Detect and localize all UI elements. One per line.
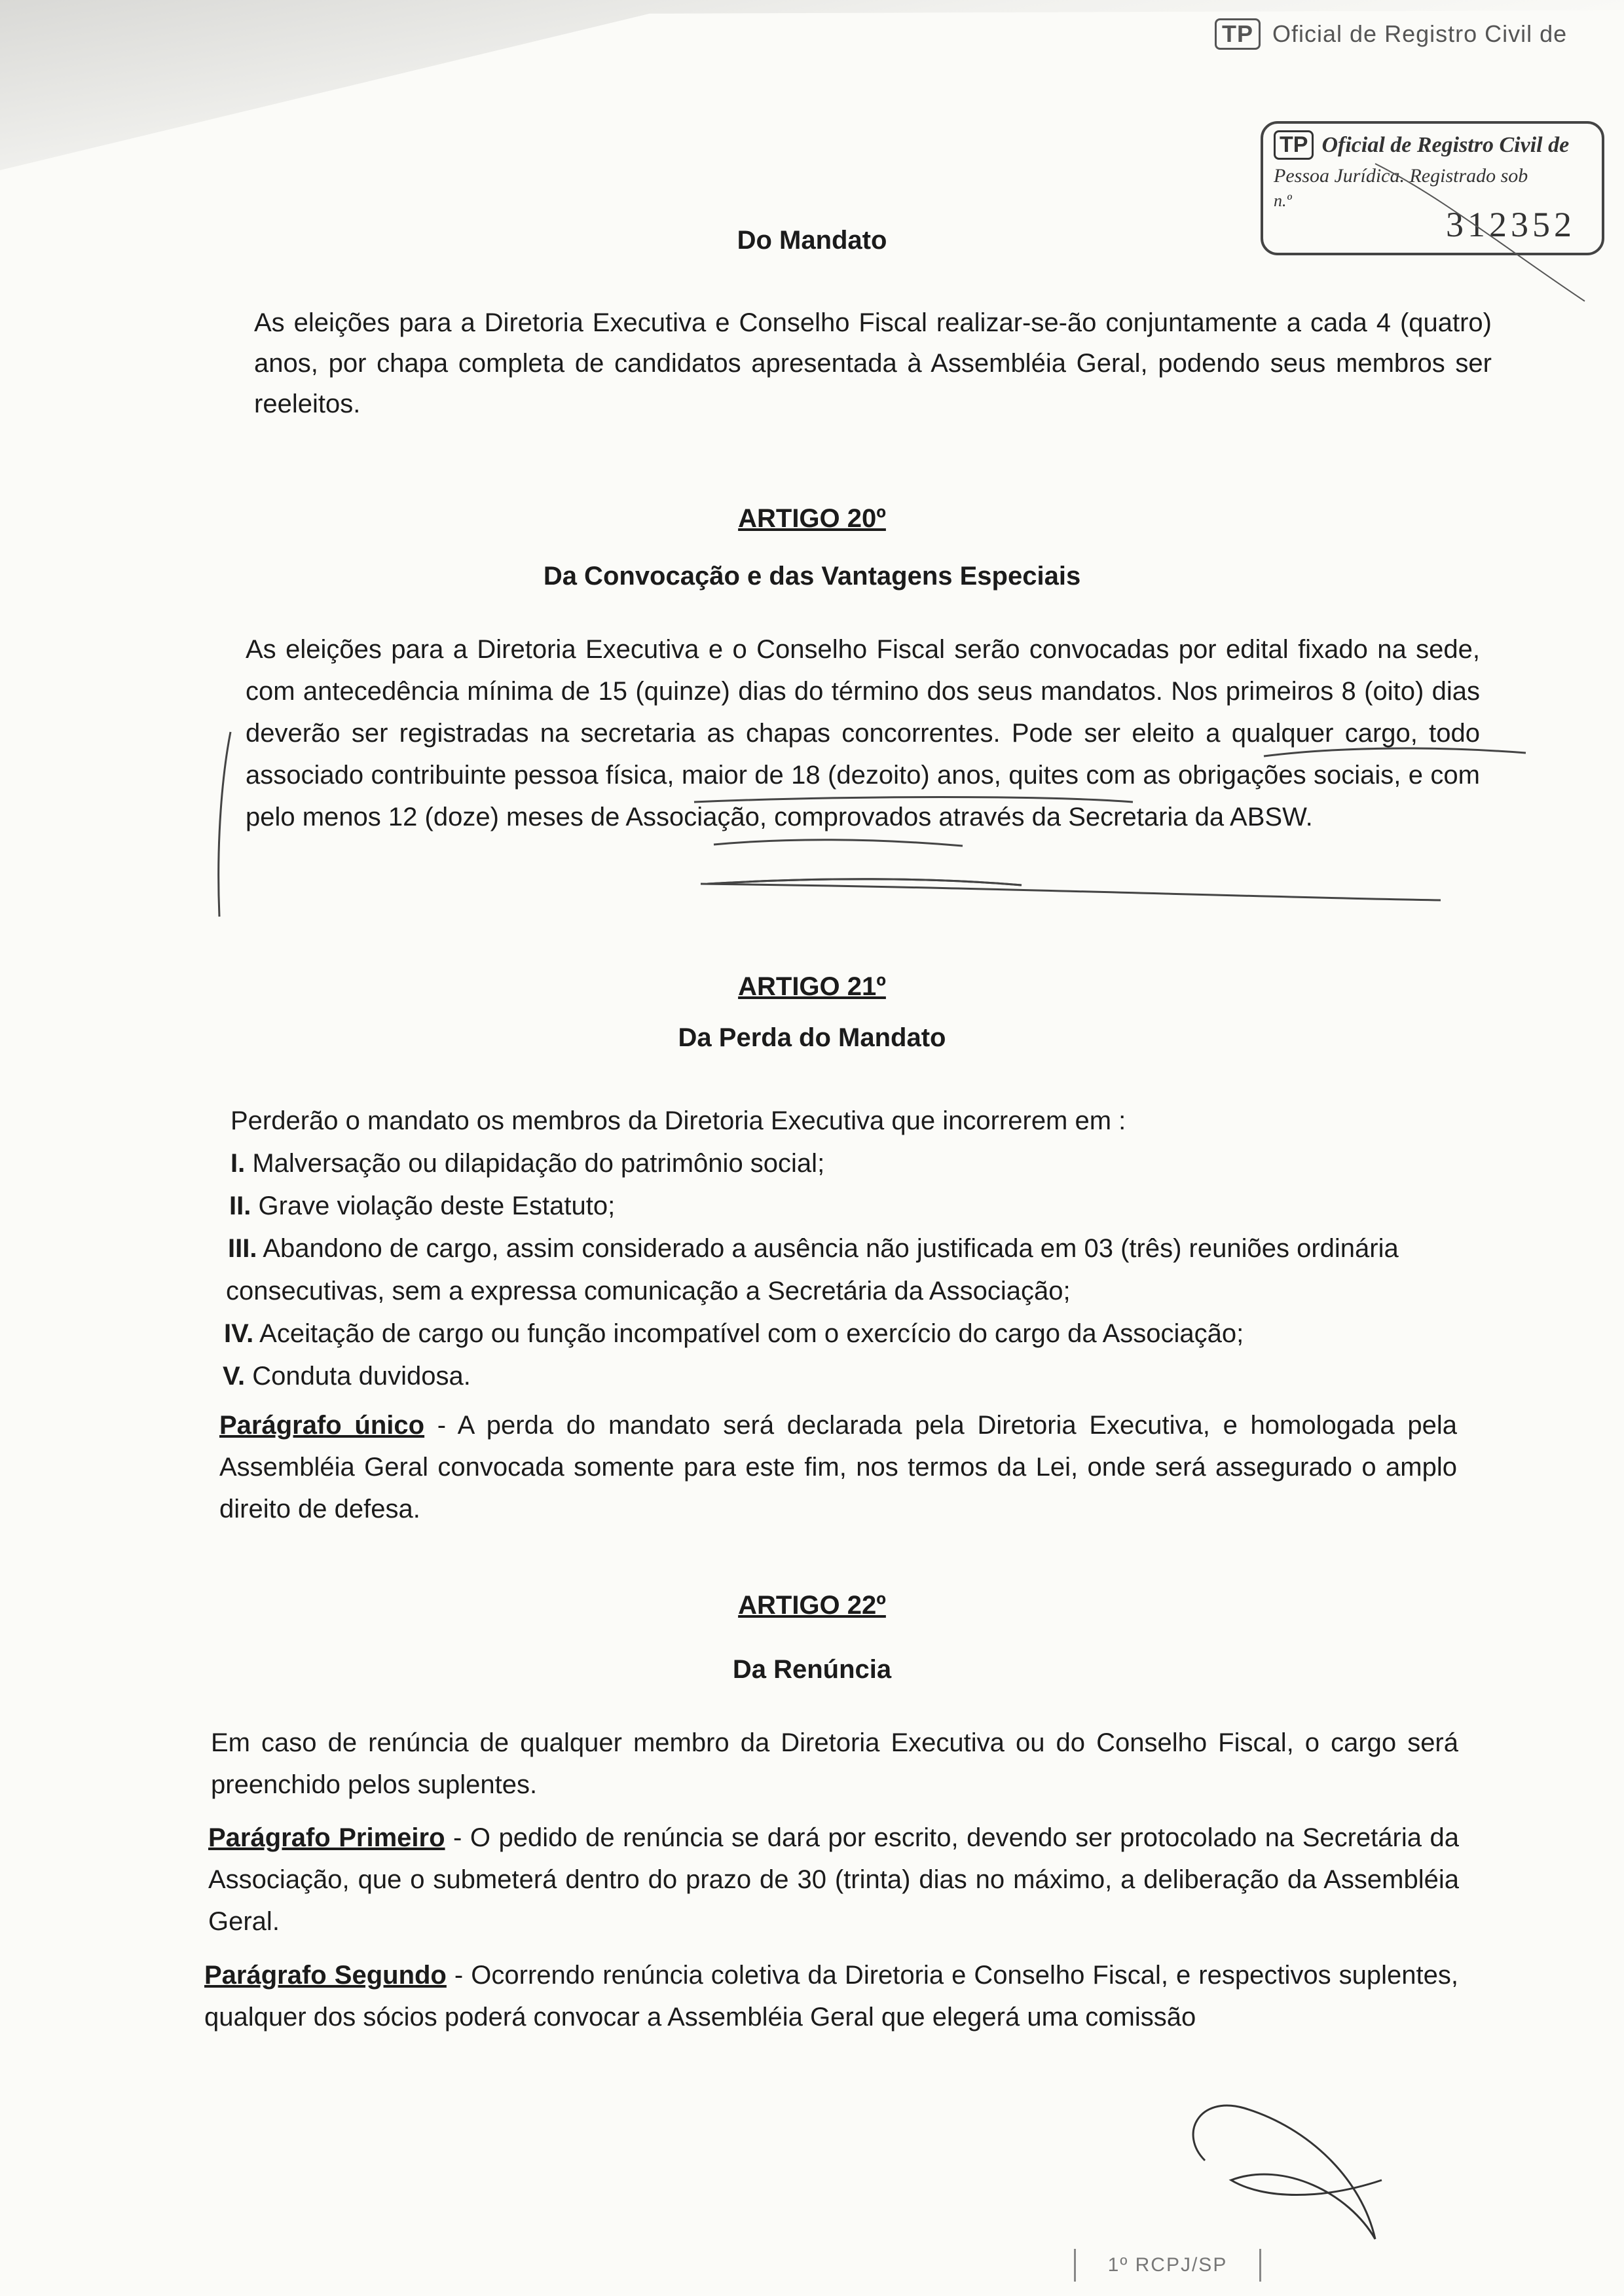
registry-header-text: Oficial de Registro Civil de — [1272, 20, 1568, 47]
paragrafo-primeiro-label: Parágrafo Primeiro — [208, 1823, 445, 1852]
artigo-22-paragrafo-segundo: Parágrafo Segundo - Ocorrendo renúncia coletiva da Diretoria e Conselho Fiscal, e respectivos suplentes, qualquer dos sócios poderá convocar a Assembléia Geral que elegerá uma comissão — [204, 1961, 1458, 2032]
artigo-21-intro: Perderão o mandato os membros da Diretoria Executiva que incorrerem em : — [231, 1106, 1126, 1135]
stamp-logo: TP — [1274, 130, 1314, 160]
footer-registry-stamp: 1º RCPJ/SP — [1074, 2249, 1261, 2282]
artigo-21-item: IV. Aceitação de cargo ou função incompatível com o exercício do cargo da Associação; — [224, 1319, 1244, 1348]
artigo-21-title: Da Perda do Mandato — [678, 1023, 946, 1052]
stamp-number: 312352 — [1446, 205, 1576, 244]
paragrafo-segundo-label: Parágrafo Segundo — [204, 1961, 447, 1990]
artigo-21-item: II. Grave violação deste Estatuto; — [229, 1192, 616, 1220]
artigo-21-paragrafo-unico: Parágrafo único - A perda do mandato será declarada pela Diretoria Executiva, e homologada pela Assembléia Geral convocada somente para este fim, nos termos da Lei, onde será assegurado o amplo direito de defesa. — [219, 1411, 1457, 1523]
paragrafo-unico-label: Parágrafo único — [219, 1411, 425, 1440]
stamp-signature-mark — [1375, 164, 1585, 301]
mandato-paragraph: As eleições para a Diretoria Executiva e Conselho Fiscal realizar-se-ão conjuntamente a cada 4 (quatro) anos, por chapa completa de candidatos apresentada à Assembléia Geral, podendo seus membros ser reeleitos. — [254, 308, 1492, 418]
underline-mark — [694, 797, 1133, 803]
stamp-line-2: Pessoa Jurídica. Registrado sob — [1274, 165, 1528, 187]
artigo-20-heading: ARTIGO 20º — [738, 504, 886, 533]
mandato-title: Do Mandato — [737, 226, 887, 255]
artigo-21-item: I. Malversação ou dilapidação do patrimônio social; — [231, 1149, 825, 1178]
artigo-21-item: consecutivas, sem a expressa comunicação a Secretária da Associação; — [226, 1277, 1071, 1305]
margin-bracket-mark — [219, 732, 231, 917]
artigo-22-heading: ARTIGO 22º — [738, 1591, 886, 1620]
artigo-21-item: V. Conduta duvidosa. — [223, 1362, 471, 1391]
artigo-22-paragrafo-primeiro: Parágrafo Primeiro - O pedido de renúncia se dará por escrito, devendo ser protocolado na Secretária da Associação, que o submeterá dentro do prazo de 30 (trinta) dias no máximo, a deliberação da Assembléia Geral. — [208, 1823, 1459, 1936]
artigo-21-item: III. Abandono de cargo, assim considerado a ausência não justificada em 03 (três) reuniões ordinária — [228, 1234, 1399, 1263]
underline-mark — [714, 840, 963, 846]
artigo-20-title: Da Convocação e das Vantagens Especiais — [543, 562, 1081, 591]
artigo-22-title: Da Renúncia — [732, 1655, 892, 1684]
underline-mark — [701, 884, 1441, 900]
signature-mark — [1193, 2105, 1382, 2239]
artigo-21-heading: ARTIGO 21º — [738, 972, 886, 1001]
artigo-22-paragraph: Em caso de renúncia de qualquer membro da Diretoria Executiva ou do Conselho Fiscal, o cargo será preenchido pelos suplentes. — [211, 1728, 1458, 1799]
artigo-20-paragraph: As eleições para a Diretoria Executiva e o Conselho Fiscal serão convocadas por edital fixado na sede, com antecedência mínima de 15 (quinze) dias do término dos seus mandatos. Nos primeiros 8 (oito) dias deverão ser registradas na secretaria as chapas concorrentes. Pode ser eleito a qualquer cargo, todo associado contribuinte pessoa física, maior de 18 (dezoito) anos, quites com as obrigações sociais, e com pelo menos 12 (doze) meses de Associação, comprovados através da Secretaria da ABSW. — [246, 635, 1480, 831]
registry-logo: TP — [1215, 18, 1261, 50]
stamp-line-1: Oficial de Registro Civil de — [1321, 133, 1570, 157]
stamp-line-3: n.º — [1274, 191, 1292, 210]
underline-mark — [1264, 748, 1526, 756]
